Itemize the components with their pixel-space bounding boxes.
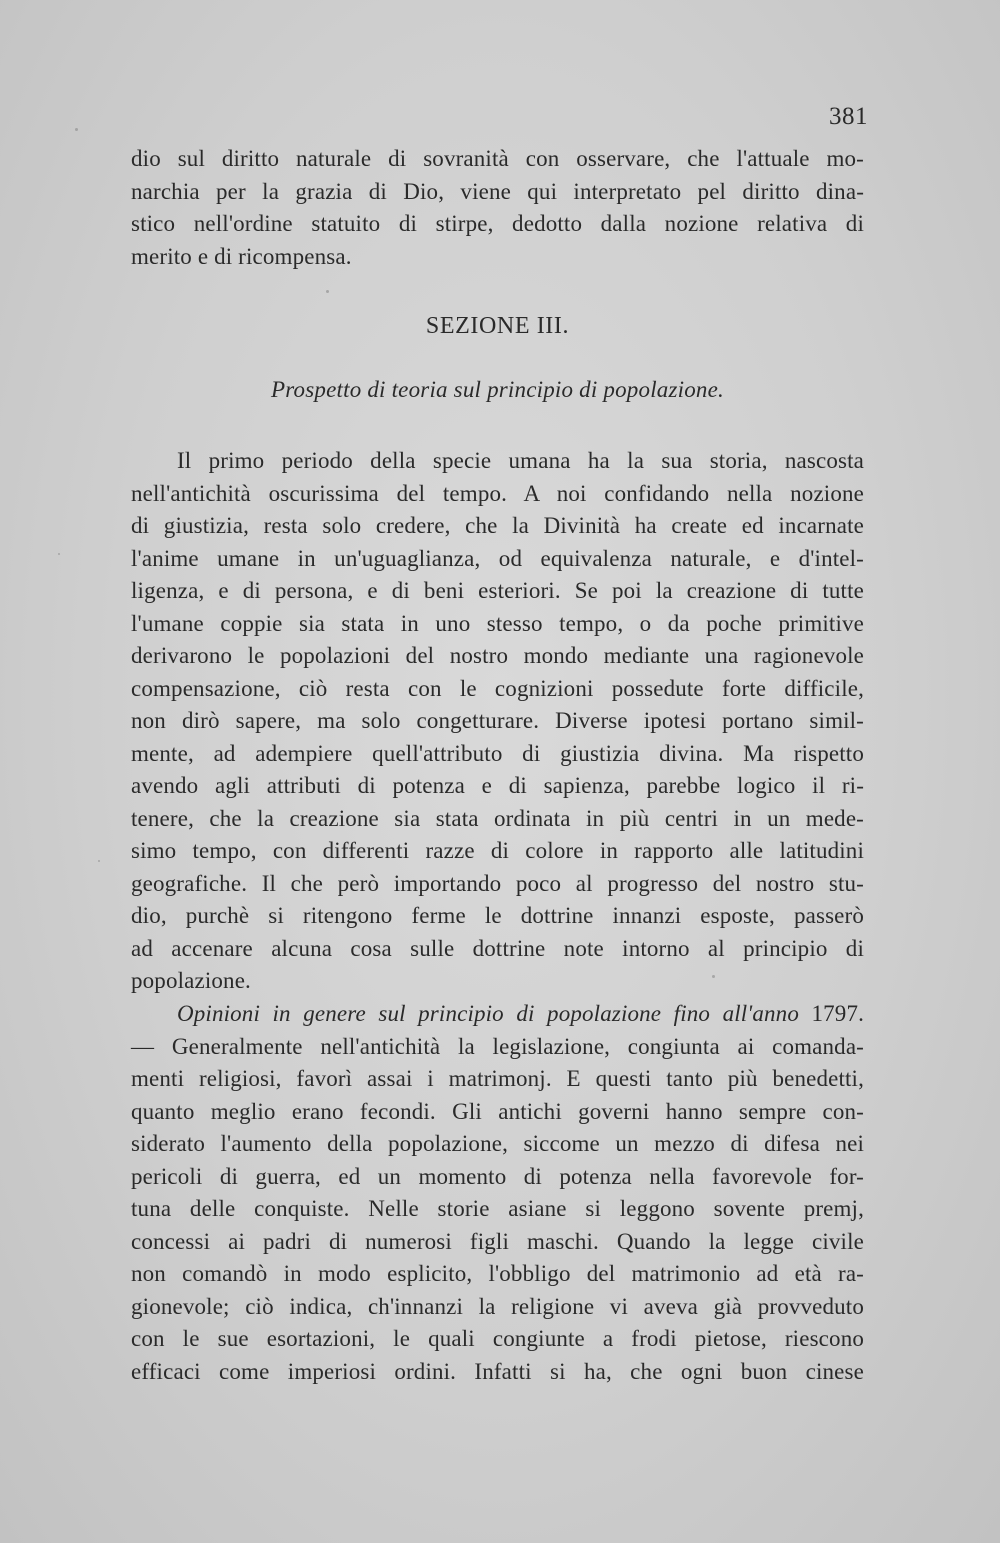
paragraph-title-line <box>131 998 864 1031</box>
text-line: menti religiosi, favorì assai i matrimonj. E questi tanto più benedetti, <box>131 1066 864 1091</box>
text-line: concessi ai padri di numerosi figli maschi. Quando la legge civile <box>131 1228 864 1254</box>
text-line: non comandò in modo esplicito, l'obbligo del matrimonio ad età ra- <box>131 1261 864 1286</box>
section-heading: SEZIONE III. <box>425 313 570 339</box>
text-line: siderato l'aumento della popolazione, siccome un mezzo di difesa nei <box>131 1131 864 1156</box>
text-line: non dirò sapere, ma solo congetturare. Diverse ipotesi portano simil- <box>131 708 864 733</box>
paragraph-3 <box>131 998 864 1388</box>
paragraph-title-year: 1797. <box>811 1001 864 1026</box>
text-line: ligenza, e di persona, e di beni esteriori. Se poi la creazione di tutte <box>131 578 864 603</box>
text-line: pericoli di guerra, ed un momento di potenza nella favorevole for- <box>131 1163 864 1189</box>
text-line: quanto meglio erano fecondi. Gli antichi governi hanno sempre con- <box>131 1098 864 1124</box>
text-line: gionevole; ciò indica, ch'innanzi la religione vi aveva già provveduto <box>131 1293 864 1319</box>
text-line: dio sul diritto naturale di sovranità con osservare, che l'attuale mo- <box>131 146 864 171</box>
text-line: avendo agli attributi di potenza e di sapienza, parebbe logico il ri- <box>131 773 864 798</box>
paper-speck <box>98 860 100 862</box>
text-line: l'anime umane in un'uguaglianza, od equivalenza naturale, e d'intel- <box>131 545 864 571</box>
text-line: narchia per la grazia di Dio, viene qui interpretato pel diritto dina- <box>131 178 864 204</box>
text-line: merito e di ricompensa. <box>131 243 352 269</box>
text-line: con le sue esortazioni, le quali congiunte a frodi pietose, riescono <box>131 1326 864 1351</box>
text-line: — Generalmente nell'antichità la legislazione, congiunta ai comanda- <box>131 1033 864 1059</box>
paper-speck <box>326 290 329 293</box>
text-line: ad accenare alcuna cosa sulle dottrine note intorno al principio di <box>131 935 864 961</box>
paper-speck <box>75 128 78 131</box>
text-line: compensazione, ciò resta con le cognizioni possedute forte difficile, <box>131 675 864 701</box>
paper-speck <box>58 553 60 555</box>
text-line: mente, ad adempiere quell'attributo di giustizia divina. Ma rispetto <box>131 740 864 766</box>
text-line: simo tempo, con differenti razze di colore in rapporto alle latitudini <box>131 838 864 863</box>
text-line: tenere, che la creazione sia stata ordinata in più centri in un mede- <box>131 805 864 831</box>
paragraph-2 <box>131 445 864 998</box>
paragraph-1 <box>131 143 864 273</box>
text-line: nell'antichità oscurissima del tempo. A noi confidando nella nozione <box>131 480 864 506</box>
text-line: popolazione. <box>131 968 251 993</box>
text-line: derivarono le popolazioni del nostro mondo mediante una ragionevole <box>131 643 864 668</box>
paragraph-title: Opinioni in genere sul principio di popolazione fino all'anno <box>177 1001 799 1026</box>
text-line: di giustizia, resta solo credere, che la Divinità ha create ed incarnate <box>131 513 864 538</box>
text-line: stico nell'ordine statuito di stirpe, dedotto dalla nozione relativa di <box>131 211 864 236</box>
text-line: tuna delle conquiste. Nelle storie asiane si leggono sovente premj, <box>131 1196 864 1221</box>
page-number: 381 <box>829 103 868 130</box>
text-line: Il primo periodo della specie umana ha la sua storia, nascosta <box>177 448 864 473</box>
text-line: l'umane coppie sia stata in uno stesso tempo, o da poche primitive <box>131 610 864 636</box>
text-line: efficaci come imperiosi ordini. Infatti si ha, che ogni buon cinese <box>131 1358 864 1384</box>
text-line: geografiche. Il che però importando poco al progresso del nostro stu- <box>131 870 864 896</box>
section-subtitle: Prospetto di teoria sul principio di popolazione. <box>271 377 724 402</box>
text-line: dio, purchè si ritengono ferme le dottrine innanzi esposte, passerò <box>131 903 864 928</box>
